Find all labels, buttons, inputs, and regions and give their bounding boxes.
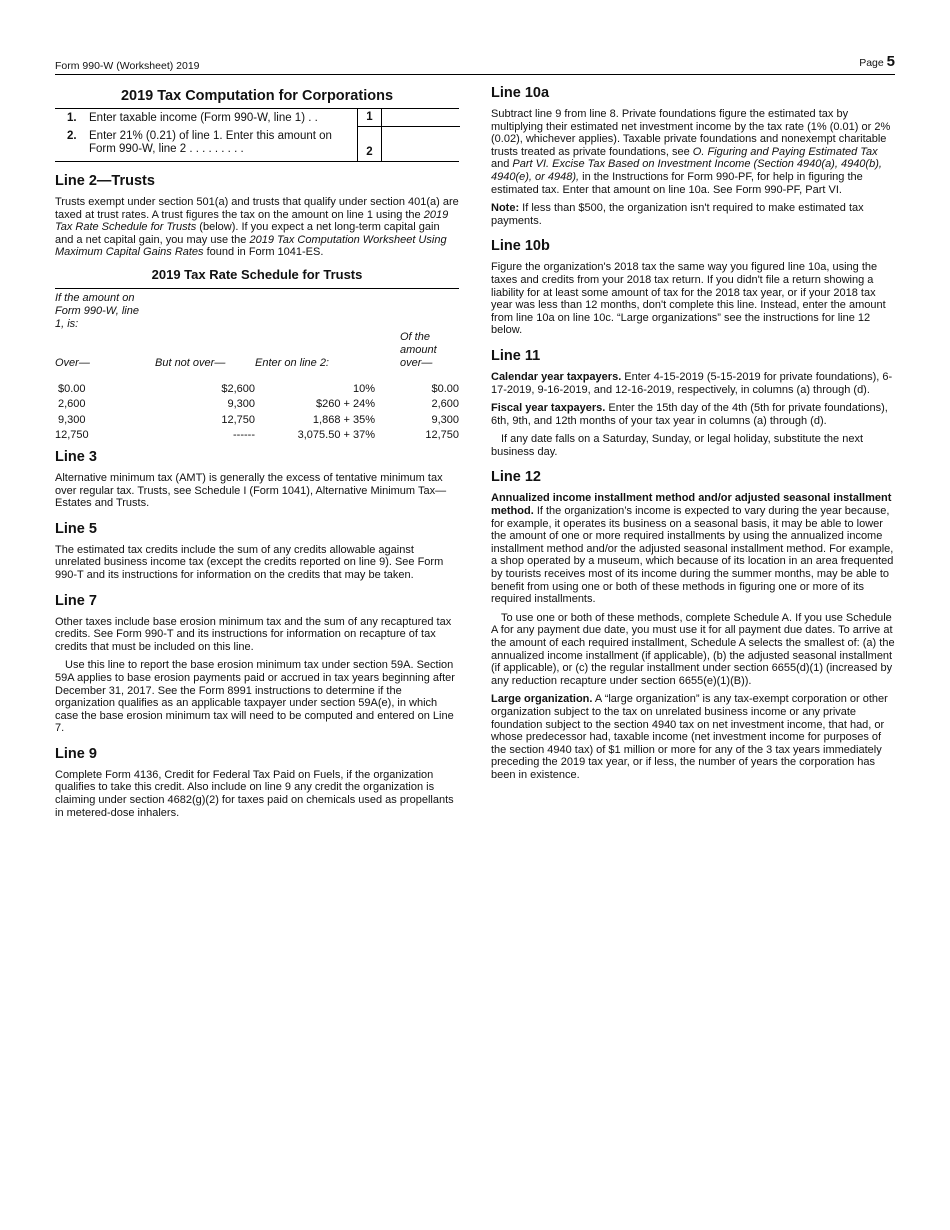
line-12-heading: Line 12 [491,469,541,486]
line-7-text: Other taxes include base erosion minimum tax and the sum of any recaptured tax credits. See Form 990-T and its instructions for information on recapture of tax credits that must be included on this line. [55,615,452,653]
line-2-heading: Line 2—Trusts [55,173,155,189]
line-1-entry-box[interactable]: 1 [357,109,460,127]
line-3-heading: Line 3 [55,448,97,465]
schedule-row: 12,750 ------ 3,075.50 + 37% 12,750 [55,429,459,442]
schedule-row: 9,300 12,750 1,868 + 35% 9,300 [58,413,459,426]
schedule-row: $0.00 $2,600 10% $0.00 [58,382,459,395]
line-11-fiscal: Fiscal year taxpayers. Enter the 15th day of the 4th (5th for private foundations), 6th, 9th, and 12th months of your tax year in columns (a) through (d). [491,402,888,427]
line-12-annualized: Annualized income installment method and/or adjusted seasonal installment method. If the organization’s income is expected to vary during the year because, for example, it operates its business on a seasonal basis, it may be able to lower the amount of one or more required installments by using the annualized income installment method and/or the adjusted seasonal installment method. For example, a shop operated by a museum, which because of its location in an area frequented by tourists receives most of its income during the summer months, may be able to benefit from using one or both of these methods in figuring one or more of its required installments. [491,492,894,606]
line-9-text: Complete Form 4136, Credit for Federal Tax Paid on Fuels, if the organization qualifies to take this credit. Also include on line 9 any credit the organization is claiming under section 4682(g)(2) for taxes paid on chemicals used as propellants in metered-dose inhalers. [55,768,454,819]
line-11-heading: Line 11 [491,347,541,364]
line-12-large-org: Large organization. A “large organization” is any tax-exempt corporation or other organization subject to the tax on unrelated business income or any private foundation subject to the section 4940 tax on net investment income, that had, or whose predecessor had, taxable income (net investment income for purposes of the section 4940 tax) of $1 million or more for any of the 3 tax years immediately preceding the 2019 tax year, or if less, the number of years the corporation has been in existence. [491,693,888,781]
line-7-heading: Line 7 [55,592,97,609]
line-9-heading: Line 9 [55,745,97,762]
page-header [55,53,895,75]
right-column [491,84,895,788]
computation-row-1: 1. Enter taxable income (Form 990-W, line 1) . . [67,112,318,124]
line-10a-heading: Line 10a [491,85,550,101]
line-10a-text: Subtract line 9 from line 8. Private foundations figure the estimated tax by multiplying their estimated net investment income by the tax rate (1% (0.01) or 2% (0.02), whichever applies). Taxable private foundations and nonexempt charitable trusts treated as private foundations, see O. Figuring and Paying Estimated Tax and Part VI. Excise Tax Based on Investment Income (Section 4940(a), 4940(b), 4940(e), or 4948), in the Instructions for Form 990-PF, for help in figuring the estimated tax. Enter that amount on line 10a. See Form 990-PF, Part VI. [491,108,891,196]
schedule-title: 2019 Tax Rate Schedule for Trusts [151,266,363,282]
line-2-entry-box[interactable]: 2 [357,127,460,161]
line-10a-note: Note: If less than $500, the organization isn't required to make estimated tax payments. [491,202,864,227]
schedule-header-row: Over— But not over— Enter on line 2: Of the amount over— [55,330,437,369]
computation-title: 2019 Tax Computation for Corporations [120,88,394,104]
line-5-text: The estimated tax credits include the sum of any credits allowable against unrelated business income tax (except the credits reported on line 9). See Form 990-T and its instructions for information on the credits that may be taken. [55,543,444,581]
line-7-text-2: Use this line to report the base erosion minimum tax under section 59A. Section 59A applies to base erosion payments paid or accrued in tax years beginning after December 31, 2017. See the Form 8991 instructions to determine if the organization qualifies as an applicable taxpayer under section 59A(e), in which case the base erosion minimum tax will need to be computed and entered on Line 7. [55,659,455,735]
left-column [55,84,459,825]
line-12-schedule-a: To use one or both of these methods, complete Schedule A. If you use Schedule A for any payment due date, you must use it for all payment due dates. To arrive at the amount of each required installment, Schedule A selects the smallest of: (a) the annualized income installment (if applicable), (b) the adjusted seasonal installment (if applicable), or (c) the regular installment under section 6655(d)(1) (increased by any reduction recapture under section 6655(e)(1)(B)). [491,611,895,687]
tax-rate-schedule [55,288,459,444]
schedule-row: 2,600 9,300 $260 + 24% 2,600 [58,398,459,411]
line-3-text: Alternative minimum tax (AMT) is generally the excess of tentative minimum tax over regular tax. Trusts, see Schedule I (Form 1041), Alternative Minimum Tax—Estates and Trusts. [55,471,447,510]
schedule-intro: If the amount on Form 990-W, line 1, is: [55,291,139,330]
line-2-text: Trusts exempt under section 501(a) and trusts that qualify under section 401(a) are taxed at trust rates. A trust figures the tax on the amount on line 1 using the 2019 Tax Rate Schedule for Trusts (below). If you expect a net long-term capital gain and a net capital gain, you may use the 2019 Tax Computation Worksheet Using Maximum Capital Gains Rates found in Form 1041-ES. [55,196,459,259]
page-number: Page 5 [859,53,895,70]
line-11-holiday: If any date falls on a Saturday, Sunday, or legal holiday, substitute the next business day. [491,433,864,458]
computation-table [55,108,459,162]
computation-row-2: 2. Enter 21% (0.21) of line 1. Enter this amount on Form 990-W, line 2 . . . . . . . . . [67,130,332,155]
line-5-heading: Line 5 [55,520,97,537]
line-10b-heading: Line 10b [491,238,550,255]
form-title: Form 990-W (Worksheet) 2019 [55,60,200,72]
line-11-calendar: Calendar year taxpayers. Enter 4-15-2019 (5-15-2019 for private foundations), 6-17-2019, 9-16-2019, and 12-16-2019, respectively, in columns (a) through (d). [491,370,893,396]
line-10b-text: Figure the organization's 2018 tax the same way you figured line 10a, using the taxes and credits from your 2018 tax return. If you didn't file a return showing a liability for at least some amount of tax for the 2018 tax year, or if your 2018 tax year was less than 12 months, don't complete this line. Instead, enter the amount from line 10a on line 10c. “Large organizations” see the instructions for line 12 below. [491,261,886,337]
